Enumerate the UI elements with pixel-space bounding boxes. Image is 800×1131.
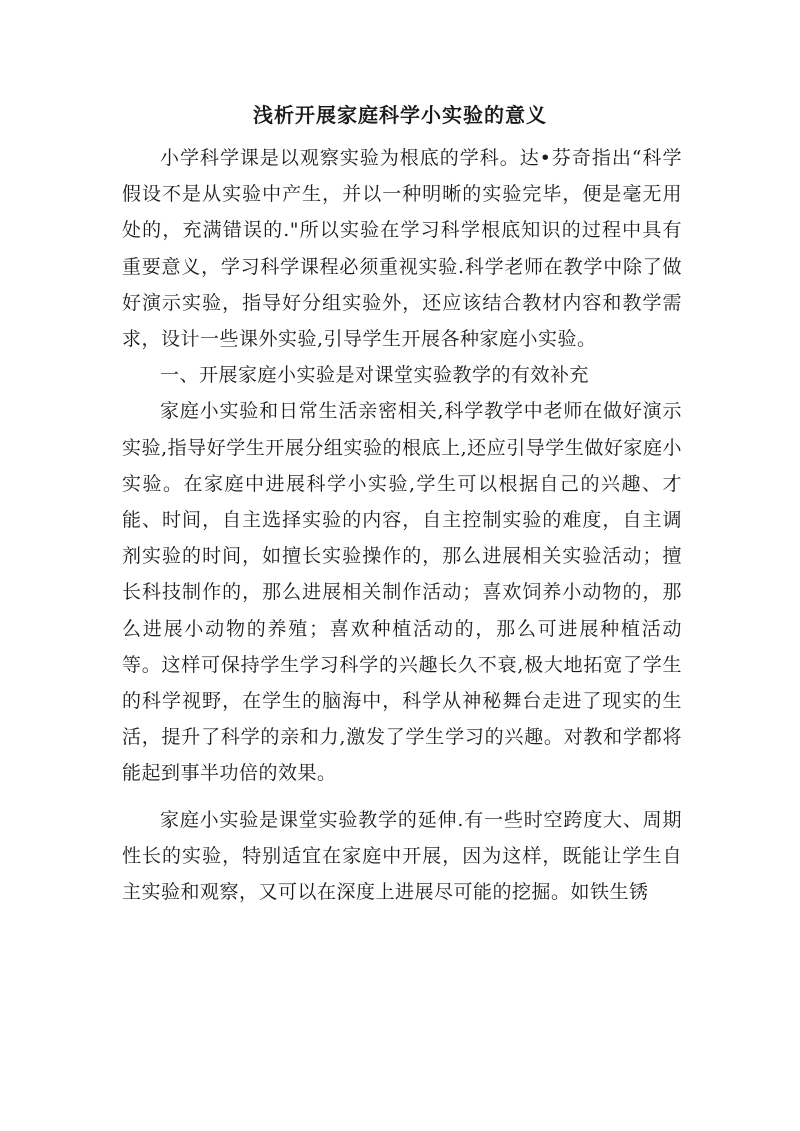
paragraph-extension: 家庭小实验是课堂实验教学的延伸.有一些时空跨度大、周期性长的实验，特别适宜在家庭中开展，因为这样，既能让学生自主实验和观察，又可以在深度上进展尽可能的挖掘。如铁生锈 [122, 808, 682, 904]
paragraph-intro: 小学科学课是以观察实验为根底的学科。达•芬奇指出“科学假设不是从实验中产生，并以一种明晰的实验完毕，便是毫无用处的，充满错误的."所以实验在学习科学根底知识的过程中具有重要意义，学习科学课程必须重视实验.科学老师在教学中除了做好演示实验，指导好分组实验外，还应该结合教材内容和教学需求，设计一些课外实验,引导学生开展各种家庭小实验。 [122, 147, 682, 351]
paragraph-home-experiments: 家庭小实验和日常生活亲密相关,科学教学中老师在做好演示实验,指导好学生开展分组实验的根底上,还应引导学生做好家庭小实验。在家庭中进展科学小实验,学生可以根据自己的兴趣、才能、时间，自主选择实验的内容，自主控制实验的难度，自主调剂实验的时间，如擅长实验操作的，那么进展相关实验活动；擅长科技制作的，那么进展相关制作活动；喜欢饲养小动物的，那么进展小动物的养殖；喜欢种植活动的，那么可进展种植活动等。这样可保持学生学习科学的兴趣长久不衰,极大地拓宽了学生的科学视野，在学生的脑海中，科学从神秘舞台走进了现实的生活，提升了科学的亲和力,激发了学生学习的兴趣。对教和学都将能起到事半功倍的效果。 [122, 400, 682, 785]
document-title: 浅析开展家庭科学小实验的意义 [253, 103, 547, 127]
document-body [122, 140, 682, 910]
section-heading: 一、开展家庭小实验是对课堂实验教学的有效补充 [160, 364, 590, 387]
paragraph-gap [122, 792, 682, 802]
